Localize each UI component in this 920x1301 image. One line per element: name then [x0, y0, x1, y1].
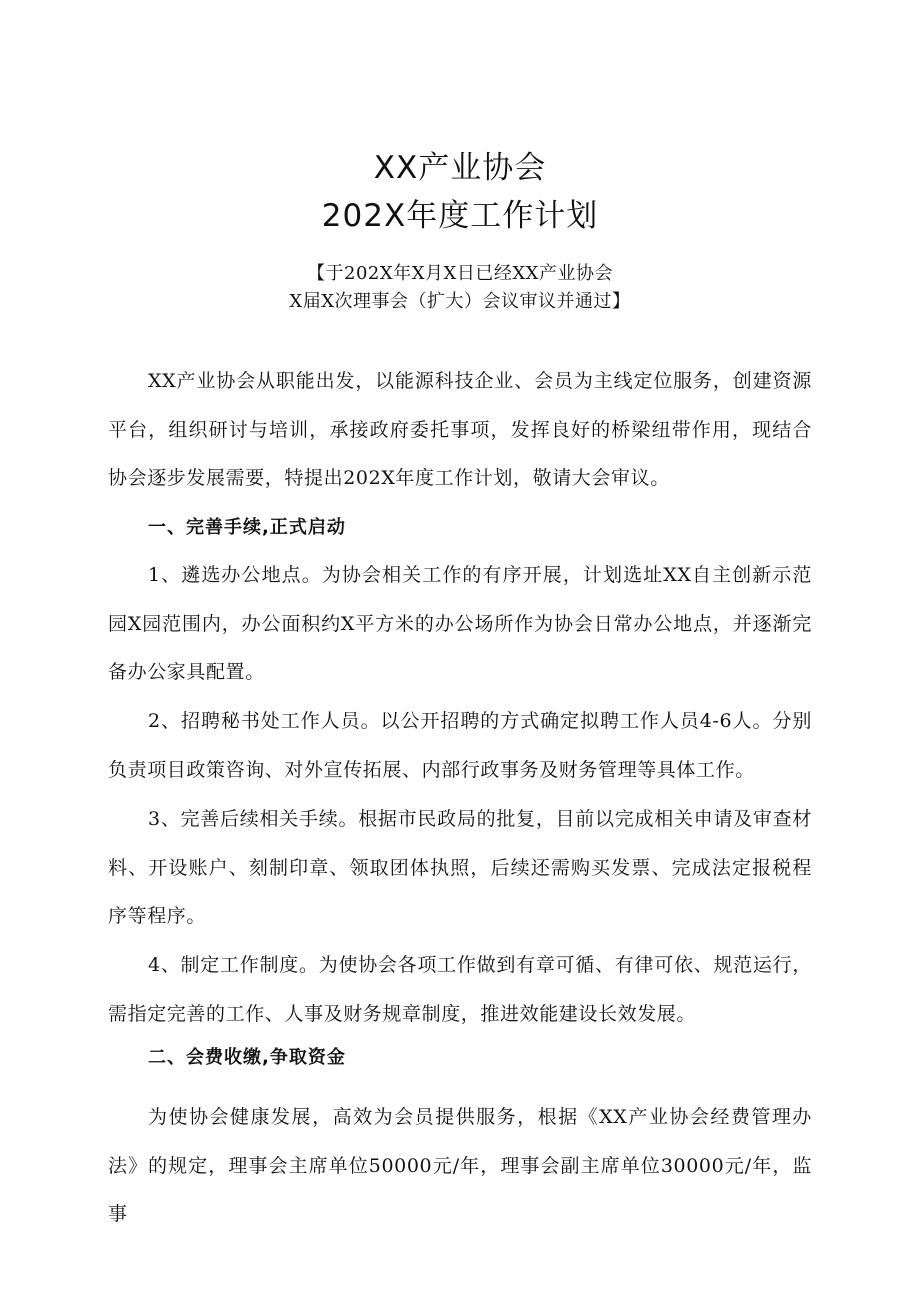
intro-paragraph: XX产业协会从职能出发，以能源科技企业、会员为主线定位服务，创建资源平台，组织研讨与培训，承接政府委托事项，发挥良好的桥梁纽带作用，现结合协会逐步发展需要，特提出202X年度工作计划，敬请大会审议。: [108, 370, 812, 489]
section-1-item-3: 3、完善后续相关手续。根据市民政局的批复，目前以完成相关申请及审查材料、开设账户、刻制印章、领取团体执照，后续还需购买发票、完成法定报税程序等程序。: [108, 808, 812, 927]
section-2-paragraph-1: 为使协会健康发展，高效为会员提供服务，根据《XX产业协会经费管理办法》的规定，理事会主席单位50000元/年，理事会副主席单位30000元/年，监事: [108, 1106, 812, 1225]
section-heading-2: 二、会费收缴,争取资金: [148, 1047, 346, 1068]
section-1-item-4: 4、制定工作制度。为使协会各项工作做到有章可循、有律可依、规范运行，需指定完善的工作、人事及财务规章制度，推进效能建设长效发展。: [108, 954, 812, 1025]
approval-note-line1: 【于202X年X月X日已经XX产业协会: [307, 263, 613, 284]
document-title-line2: 202X年度工作计划: [321, 198, 599, 234]
approval-note-line2: X届X次理事会（扩大）会议审议并通过】: [289, 291, 631, 312]
section-1-item-2: 2、招聘秘书处工作人员。以公开招聘的方式确定拟聘工作人员4-6人。分别负责项目政策咨询、对外宣传拓展、内部行政事务及财务管理等具体工作。: [108, 710, 812, 781]
document-title-line1: XX产业协会: [373, 150, 547, 186]
section-heading-1: 一、完善手续,正式启动: [148, 517, 346, 538]
section-1-item-1: 1、遴选办公地点。为协会相关工作的有序开展，计划选址XX自主创新示范园X园范围内，办公面积约X平方米的办公场所作为协会日常办公地点，并逐渐完备办公家具配置。: [108, 564, 812, 683]
